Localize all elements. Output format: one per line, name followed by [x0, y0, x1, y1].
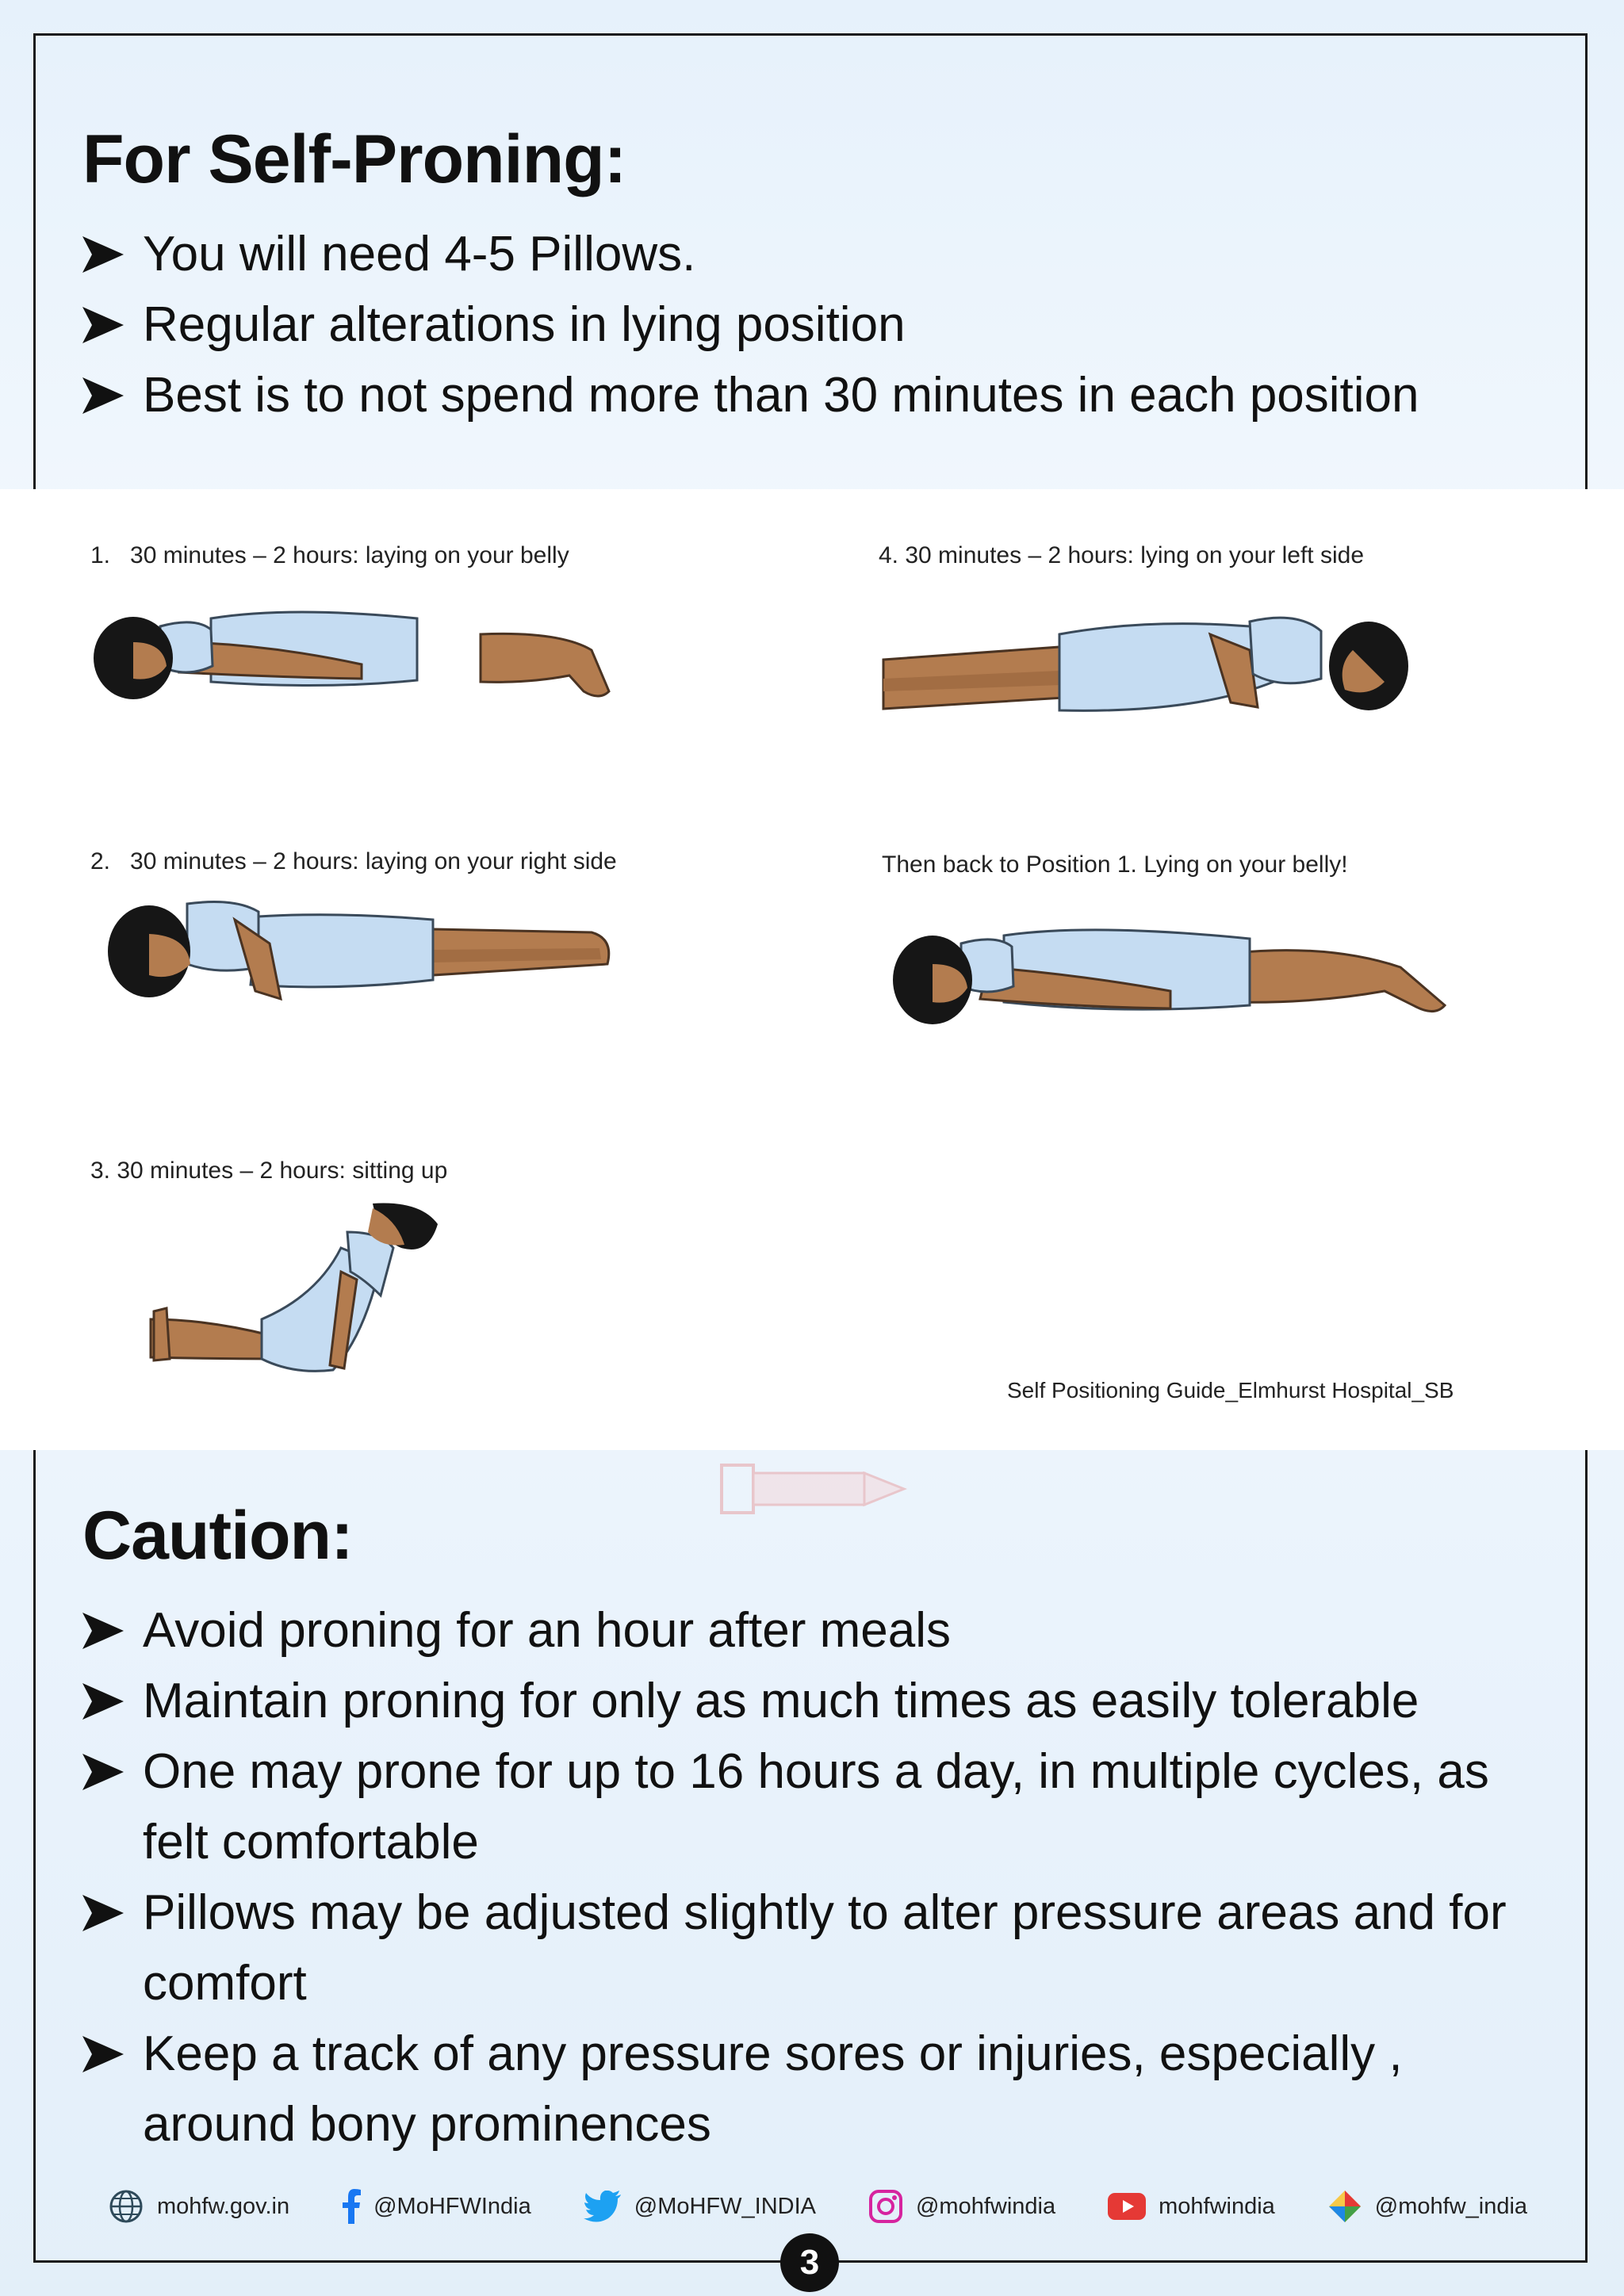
position-2-caption — [90, 848, 617, 875]
arrowhead-bullet-icon — [82, 2036, 124, 2072]
caution-list — [82, 1595, 1526, 2160]
instagram-handle: @mohfwindia — [915, 2193, 1056, 2219]
twitter-link[interactable] — [584, 2191, 816, 2222]
arrowhead-bullet-icon — [82, 377, 124, 414]
position-1-number: 1. — [90, 542, 111, 568]
arrowhead-bullet-icon — [82, 236, 124, 273]
globe-icon — [108, 2188, 144, 2225]
website-label: mohfw.gov.in — [157, 2193, 290, 2219]
facebook-handle: @MoHFWIndia — [373, 2193, 531, 2219]
self-proning-heading: For Self-Proning: — [82, 121, 626, 197]
list-item — [82, 1595, 1526, 1666]
bullet-text: You will need 4-5 Pillows. — [143, 227, 696, 281]
arrowhead-bullet-icon — [82, 1683, 124, 1720]
youtube-icon — [1108, 2193, 1146, 2220]
list-item — [82, 219, 1419, 289]
footer-social-bar — [108, 2187, 1580, 2226]
facebook-icon — [342, 2189, 361, 2224]
arrowhead-bullet-icon — [82, 1895, 124, 1931]
prone-belly-figure — [84, 603, 623, 721]
sitting-up-figure — [143, 1200, 460, 1383]
instagram-link[interactable] — [868, 2189, 1055, 2224]
right-side-figure — [100, 888, 623, 1015]
list-item — [82, 1736, 1507, 1877]
page-number-badge: 3 — [780, 2233, 839, 2292]
caution-heading: Caution: — [82, 1498, 353, 1574]
syringe-watermark-icon — [714, 1449, 920, 1529]
arrowhead-bullet-icon — [82, 1613, 124, 1649]
position-1-text: 30 minutes – 2 hours: laying on your belly — [130, 542, 569, 568]
facebook-link[interactable] — [342, 2189, 531, 2224]
list-item — [82, 1877, 1507, 2019]
position-2-text: 30 minutes – 2 hours: laying on your right side — [130, 848, 617, 874]
bullet-text: Maintain proning for only as much times as easily tolerable — [143, 1674, 1419, 1728]
left-side-figure — [877, 603, 1416, 729]
youtube-handle: mohfwindia — [1159, 2193, 1275, 2219]
back-to-belly-figure — [885, 920, 1456, 1047]
bullet-text: Regular alterations in lying position — [143, 297, 906, 352]
position-4-caption: 4. 30 minutes – 2 hours: lying on your left side — [879, 542, 1365, 568]
instagram-icon — [868, 2189, 903, 2224]
self-proning-list — [82, 219, 1419, 430]
arrowhead-bullet-icon — [82, 307, 124, 343]
position-1-caption — [90, 542, 569, 569]
twitter-icon — [584, 2191, 622, 2222]
position-3-caption: 3. 30 minutes – 2 hours: sitting up — [90, 1158, 448, 1184]
bullet-text: Pillows may be adjusted slightly to alter pressure areas and for comfort — [143, 1885, 1507, 2011]
bullet-text: Keep a track of any pressure sores or injuries, especially , around bony prominences — [143, 2026, 1403, 2152]
twitter-handle: @MoHFW_INDIA — [634, 2193, 816, 2219]
website-link[interactable] — [108, 2188, 289, 2225]
arrowhead-bullet-icon — [82, 1754, 124, 1790]
bullet-text: Avoid proning for an hour after meals — [143, 1603, 952, 1658]
koo-icon — [1327, 2189, 1362, 2224]
image-credit: Self Positioning Guide_Elmhurst Hospital_SB — [1007, 1378, 1454, 1402]
bullet-text: One may prone for up to 16 hours a day, in multiple cycles, as felt comfortable — [143, 1744, 1489, 1869]
position-2-number: 2. — [90, 848, 111, 874]
bullet-text: Best is to not spend more than 30 minutes in each position — [143, 368, 1419, 423]
list-item — [82, 360, 1419, 430]
koo-handle: @mohfw_india — [1374, 2193, 1528, 2219]
position-5-caption: Then back to Position 1. Lying on your belly! — [882, 851, 1348, 878]
list-item — [82, 289, 1419, 360]
list-item — [82, 2019, 1507, 2160]
list-item — [82, 1666, 1526, 1736]
koo-link[interactable] — [1327, 2189, 1527, 2224]
youtube-link[interactable] — [1108, 2193, 1275, 2220]
